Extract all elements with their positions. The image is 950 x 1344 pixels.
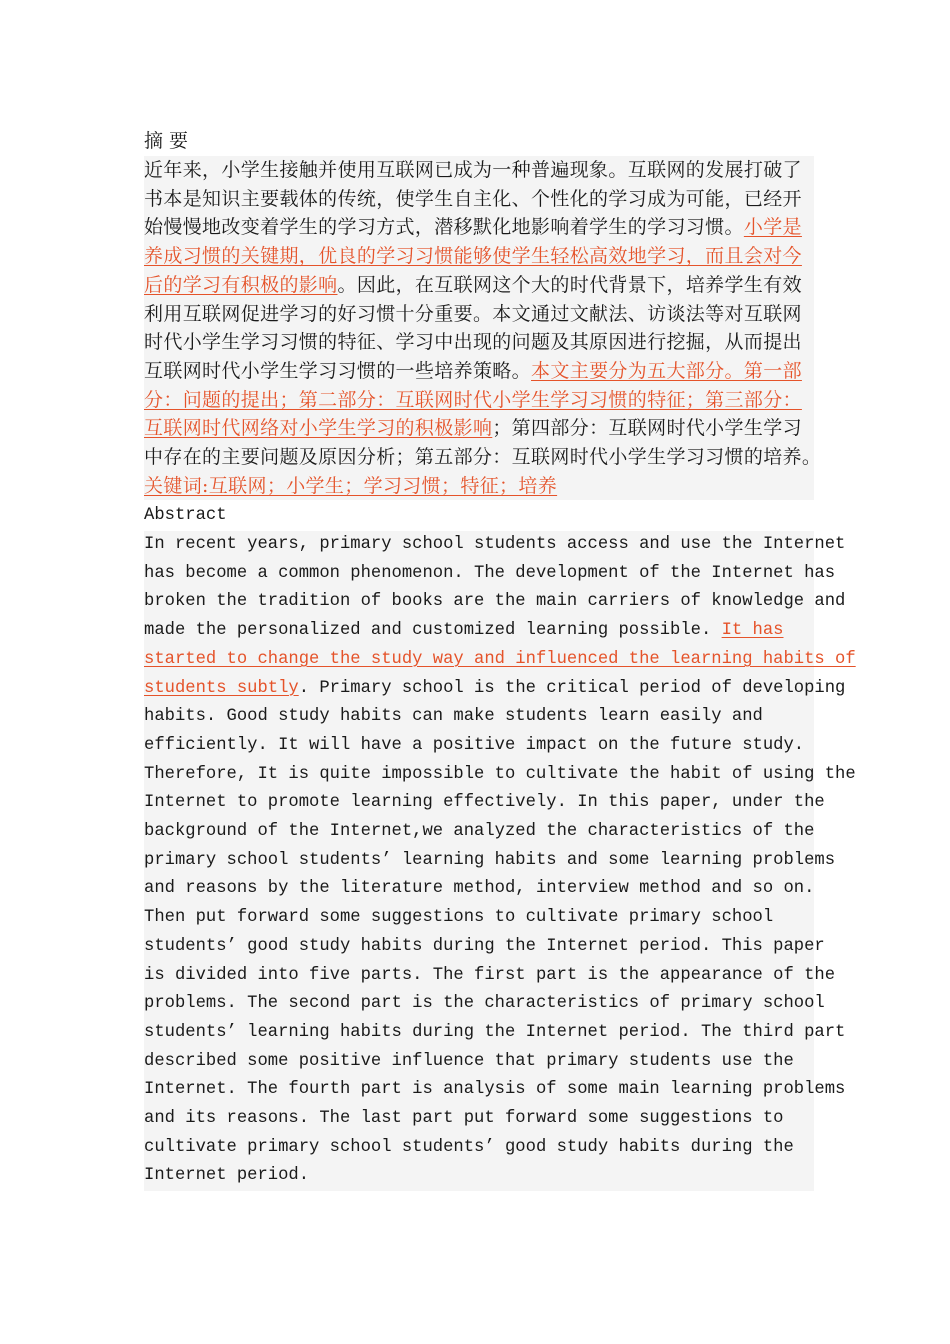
- body-text: . Primary school is the critical period of developing: [298, 678, 846, 698]
- body-text: Internet to promote learning effectively. In this paper, under the: [144, 793, 825, 813]
- highlighted-text: 关键词:互联网；小学生；学习习惯；特征；培养: [144, 474, 558, 497]
- body-text: background of the Internet,we analyzed the characteristics of the: [144, 822, 815, 842]
- text-line: [144, 732, 814, 761]
- text-line: [144, 588, 846, 617]
- body-text: broken the tradition of books are the main carriers of knowledge and: [144, 592, 846, 612]
- text-line: [144, 675, 846, 704]
- chinese-abstract-title: 摘 要: [144, 130, 189, 152]
- text-line: [144, 472, 814, 501]
- body-text: ；第四部分：互联网时代小学生学习: [492, 417, 802, 440]
- body-text: described some positive influence that primary students use the: [144, 1051, 794, 1071]
- body-text: 利用互联网促进学习的好习惯十分重要。本文通过文献法、访谈法等对互联网: [144, 302, 802, 325]
- body-text: efficiently. It will have a positive impact on the future study.: [144, 735, 805, 755]
- body-text: habits. Good study habits can make students learn easily and: [144, 707, 763, 727]
- highlighted-text: 分：问题的提出；第二部分：互联网时代小学生学习习惯的特征；第三部分：: [144, 388, 802, 411]
- highlighted-text: 小学是: [743, 216, 802, 239]
- body-text: Internet. The fourth part is analysis of some main learning problems: [144, 1080, 846, 1100]
- body-text: In recent years, primary school students access and use the Internet: [144, 535, 846, 554]
- text-line: [144, 617, 814, 646]
- english-abstract-body: [144, 531, 856, 1191]
- body-text: Therefore, It is quite impossible to cultivate the habit of using the: [144, 764, 856, 784]
- text-line: [144, 1162, 814, 1191]
- body-text: 时代小学生学习习惯的特征、学习中出现的问题及其原因进行挖掘，从而提出: [144, 331, 802, 354]
- text-line: [144, 560, 836, 589]
- text-line: [144, 761, 856, 790]
- english-abstract-title: Abstract: [144, 506, 227, 525]
- text-line: [144, 1076, 846, 1105]
- body-text: students’ good study habits during the Internet period. This paper: [144, 936, 825, 956]
- body-text: 书本是知识主要载体的传统，使学生自主化、个性化的学习成为可能，已经开: [144, 187, 802, 210]
- body-text: and its reasons. The last part put forward some suggestions to: [144, 1109, 784, 1129]
- text-line: [144, 357, 814, 386]
- body-text: 中存在的主要问题及原因分析；第五部分：互联网时代小学生学习习惯的培养。: [144, 446, 822, 469]
- highlighted-text: 互联网时代网络对小学生学习的积极影响: [144, 417, 493, 440]
- body-text: 互联网时代小学生学习习惯的一些培养策略。: [144, 359, 532, 382]
- body-text: students’ learning habits during the Internet period. The third part: [144, 1022, 846, 1042]
- body-text: primary school students’ learning habits and some learning problems: [144, 850, 836, 870]
- text-line: [144, 933, 825, 962]
- text-line: [144, 962, 836, 991]
- text-line: [144, 271, 814, 300]
- body-text: problems. The second part is the characteristics of primary school: [144, 994, 825, 1014]
- text-line: [144, 531, 846, 560]
- highlighted-text: students subtly: [144, 678, 299, 698]
- text-line: [144, 185, 814, 214]
- text-line: [144, 1019, 846, 1048]
- text-line: [144, 703, 814, 732]
- text-line: [144, 646, 856, 675]
- text-line: [144, 414, 814, 443]
- text-line: [144, 990, 825, 1019]
- body-text: made the personalized and customized learning possible.: [144, 621, 722, 641]
- body-text: is divided into five parts. The first part is the appearance of the: [144, 965, 836, 985]
- text-line: [144, 1134, 814, 1163]
- highlighted-text: started to change the study way and influenced the learning habits of: [144, 649, 856, 669]
- body-text: cultivate primary school students’ good study habits during the: [144, 1137, 794, 1157]
- body-text: 。因此，在互联网这个大的时代背景下，培养学生有效: [337, 273, 802, 296]
- body-text: has become a common phenomenon. The development of the Internet has: [144, 563, 836, 583]
- highlighted-text: 本文主要分为五大部分。第一部: [531, 359, 802, 382]
- text-line: [144, 156, 814, 185]
- text-line: [144, 300, 814, 329]
- text-line: [144, 818, 814, 847]
- highlighted-text: It has: [721, 621, 784, 641]
- text-line: [144, 443, 822, 472]
- text-line: [144, 904, 814, 933]
- text-line: [144, 386, 814, 415]
- highlighted-text: 养成习惯的关键期，优良的学习习惯能够使学生轻松高效地学习，而且会对今: [144, 245, 802, 268]
- body-text: 近年来，小学生接触并使用互联网已成为一种普遍现象。互联网的发展打破了: [144, 159, 802, 181]
- text-line: [144, 789, 825, 818]
- text-line: [144, 242, 814, 271]
- body-text: Then put forward some suggestions to cultivate primary school: [144, 908, 774, 928]
- text-line: [144, 847, 836, 876]
- text-line: [144, 875, 814, 904]
- body-text: and reasons by the literature method, interview method and so on.: [144, 879, 815, 899]
- text-line: [144, 1105, 814, 1134]
- body-text: Internet period.: [144, 1166, 310, 1186]
- chinese-abstract-body: [144, 156, 822, 500]
- text-line: [144, 328, 814, 357]
- body-text: 始慢慢地改变着学生的学习方式，潜移默化地影响着学生的学习习惯。: [144, 216, 744, 239]
- highlighted-text: 后的学习有积极的影响: [144, 273, 338, 296]
- text-line: [144, 1048, 814, 1077]
- text-line: [144, 213, 814, 242]
